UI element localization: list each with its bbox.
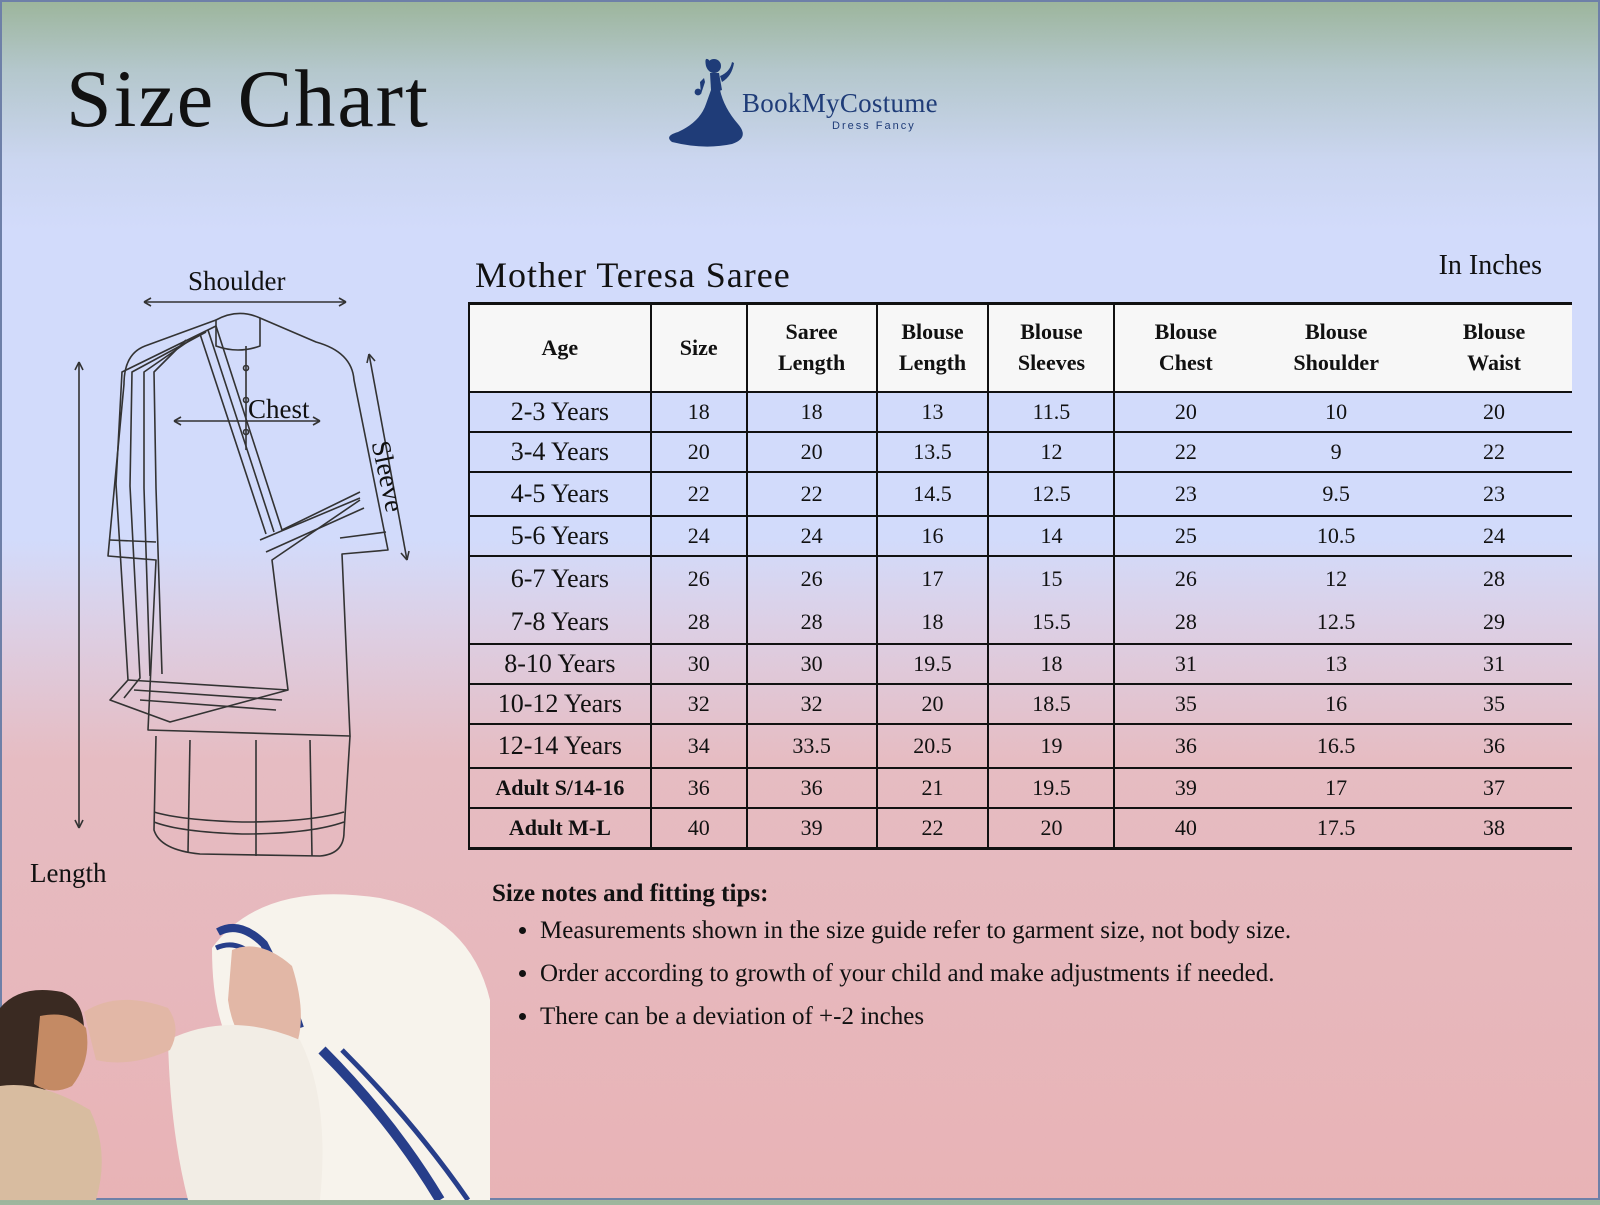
header-blouse-chest: Blouse Chest bbox=[1114, 304, 1256, 393]
cell-blouse-length: 20.5 bbox=[877, 724, 989, 768]
mother-teresa-illustration bbox=[0, 890, 500, 1200]
cell-saree-length: 22 bbox=[747, 472, 877, 516]
kurta-saree-outline-icon bbox=[20, 260, 440, 900]
brand-name: BookMyCostume bbox=[742, 88, 938, 118]
product-name: Mother Teresa Saree bbox=[475, 255, 791, 295]
header-blouse-waist: Blouse Waist bbox=[1416, 304, 1572, 393]
table-row bbox=[469, 644, 1572, 684]
cell-blouse-chest: 20 bbox=[1114, 392, 1256, 432]
table-row bbox=[469, 600, 1572, 644]
garment-diagram bbox=[20, 260, 440, 900]
header-blouse-sleeves: Blouse Sleeves bbox=[988, 304, 1114, 393]
cell-age: 5-6 Years bbox=[469, 516, 651, 556]
cell-blouse-shoulder: 16.5 bbox=[1256, 724, 1416, 768]
cell-blouse-waist: 22 bbox=[1416, 432, 1572, 472]
chest-label: Chest bbox=[248, 394, 310, 424]
cell-blouse-shoulder: 10 bbox=[1256, 392, 1416, 432]
cell-blouse-length: 19.5 bbox=[877, 644, 989, 684]
cell-age: Adult S/14-16 bbox=[469, 768, 651, 808]
cell-age: 12-14 Years bbox=[469, 724, 651, 768]
header-size: Size bbox=[651, 304, 747, 393]
cell-size: 34 bbox=[651, 724, 747, 768]
cell-size: 36 bbox=[651, 768, 747, 808]
cell-age: 6-7 Years bbox=[469, 556, 651, 600]
cell-blouse-waist: 20 bbox=[1416, 392, 1572, 432]
cell-blouse-sleeves: 12.5 bbox=[988, 472, 1114, 516]
cell-blouse-shoulder: 12.5 bbox=[1256, 600, 1416, 644]
cell-saree-length: 39 bbox=[747, 808, 877, 848]
cell-blouse-chest: 31 bbox=[1114, 644, 1256, 684]
cell-blouse-sleeves: 14 bbox=[988, 516, 1114, 556]
cell-saree-length: 28 bbox=[747, 600, 877, 644]
cell-blouse-chest: 39 bbox=[1114, 768, 1256, 808]
length-label: Length bbox=[30, 858, 107, 888]
size-table bbox=[468, 302, 1572, 850]
cell-size: 26 bbox=[651, 556, 747, 600]
cell-blouse-waist: 28 bbox=[1483, 565, 1506, 591]
cell-blouse-length: 17 bbox=[877, 556, 989, 600]
brand-tagline: Dress Fancy bbox=[832, 120, 916, 132]
cell-blouse-waist: 24 bbox=[1416, 516, 1572, 556]
cell-blouse-waist: 36 bbox=[1416, 724, 1572, 768]
cell-age: Adult M-L bbox=[469, 808, 651, 848]
cell-saree-length: 33.5 bbox=[747, 724, 877, 768]
table-row bbox=[469, 472, 1572, 516]
cell-blouse-length: 22 bbox=[877, 808, 989, 848]
page-title: Size Chart bbox=[66, 53, 430, 144]
notes-list bbox=[492, 916, 1492, 1032]
table-row bbox=[469, 808, 1572, 848]
cell-age: 2-3 Years bbox=[469, 392, 651, 432]
note-item: • Measurements shown in the size guide refer to garment size, not body size. bbox=[540, 916, 1492, 946]
cell-blouse-chest: 35 bbox=[1114, 684, 1256, 724]
cell-age: 3-4 Years bbox=[469, 432, 651, 472]
cell-saree-length: 18 bbox=[747, 392, 877, 432]
cell-size: 28 bbox=[651, 600, 747, 644]
cell-blouse-length: 13 bbox=[877, 392, 989, 432]
cell-blouse-waist: 35 bbox=[1416, 684, 1572, 724]
cell-blouse-length: 20 bbox=[877, 684, 989, 724]
cell-blouse-waist: 31 bbox=[1416, 644, 1572, 684]
header-saree-length: Saree Length bbox=[747, 304, 877, 393]
size-notes bbox=[492, 880, 1492, 1045]
cell-blouse-waist: 29 bbox=[1416, 600, 1572, 644]
note-item: • There can be a deviation of +-2 inches bbox=[540, 1002, 1492, 1032]
cell-blouse-waist: 23 bbox=[1416, 472, 1572, 516]
cell-blouse-shoulder: 17.5 bbox=[1256, 808, 1416, 848]
cell-blouse-sleeves: 11.5 bbox=[988, 392, 1114, 432]
cell-blouse-chest: 28 bbox=[1114, 600, 1256, 644]
cell-blouse-sleeves: 15 bbox=[988, 556, 1114, 600]
cell-size: 24 bbox=[651, 516, 747, 556]
cell-blouse-waist: 38 bbox=[1416, 808, 1572, 848]
cell-blouse-sleeves: 19 bbox=[988, 724, 1114, 768]
cell-blouse-shoulder: 10.5 bbox=[1256, 516, 1416, 556]
cell-blouse-sleeves: 19.5 bbox=[988, 768, 1114, 808]
nun-with-child-image bbox=[0, 890, 500, 1200]
cell-blouse-shoulder: 17 bbox=[1256, 768, 1416, 808]
cell-blouse-chest: 22 bbox=[1114, 432, 1256, 472]
cell-blouse-sleeves: 15.5 bbox=[988, 600, 1114, 644]
cell-blouse-chest: 36 bbox=[1114, 724, 1256, 768]
cell-size: 40 bbox=[651, 808, 747, 848]
cell-age: 10-12 Years bbox=[469, 684, 651, 724]
cell-blouse-sleeves: 18.5 bbox=[988, 684, 1114, 724]
header-blouse-shoulder: Blouse Shoulder bbox=[1256, 304, 1416, 393]
cell-blouse-chest: 40 bbox=[1114, 808, 1256, 848]
cell-blouse-shoulder: 16 bbox=[1256, 684, 1416, 724]
table-row bbox=[469, 432, 1572, 472]
cell-blouse-chest: 25 bbox=[1114, 516, 1256, 556]
cell-age: 8-10 Years bbox=[469, 644, 651, 684]
cell-size: 22 bbox=[651, 472, 747, 516]
cell-saree-length: 30 bbox=[747, 644, 877, 684]
table-row bbox=[469, 556, 1572, 600]
table-row bbox=[469, 392, 1572, 432]
cell-age: 7-8 Years bbox=[469, 600, 651, 644]
cell-blouse-length: 18 bbox=[877, 600, 989, 644]
table-header-row bbox=[469, 304, 1572, 393]
cell-size: 30 bbox=[651, 644, 747, 684]
cell-saree-length: 32 bbox=[747, 684, 877, 724]
cell-blouse-waist: 37 bbox=[1416, 768, 1572, 808]
cell-blouse-length: 13.5 bbox=[877, 432, 989, 472]
cell-blouse-sleeves: 20 bbox=[988, 808, 1114, 848]
cell-size: 20 bbox=[651, 432, 747, 472]
notes-title: Size notes and fitting tips: bbox=[492, 880, 769, 907]
cell-size: 32 bbox=[651, 684, 747, 724]
brand-logo bbox=[664, 52, 964, 152]
unit-label: In Inches bbox=[1438, 250, 1542, 281]
cell-blouse-length: 14.5 bbox=[877, 472, 989, 516]
cell-blouse-sleeves: 18 bbox=[988, 644, 1114, 684]
cell-blouse-shoulder: 12 bbox=[1325, 565, 1348, 591]
cell-blouse-chest: 23 bbox=[1114, 472, 1256, 516]
shoulder-label: Shoulder bbox=[188, 266, 286, 296]
cell-blouse-sleeves: 12 bbox=[988, 432, 1114, 472]
cell-blouse-shoulder: 9.5 bbox=[1256, 472, 1416, 516]
cell-blouse-shoulder: 9 bbox=[1256, 432, 1416, 472]
cell-size: 18 bbox=[651, 392, 747, 432]
cell-blouse-length: 21 bbox=[877, 768, 989, 808]
note-item: • Order according to growth of your child and make adjustments if needed. bbox=[540, 959, 1492, 989]
header-age: Age bbox=[469, 304, 651, 393]
cell-blouse-length: 16 bbox=[877, 516, 989, 556]
cell-saree-length: 26 bbox=[747, 556, 877, 600]
cell-blouse-shoulder: 13 bbox=[1256, 644, 1416, 684]
table-row bbox=[469, 768, 1572, 808]
cell-saree-length: 36 bbox=[747, 768, 877, 808]
cell-saree-length: 24 bbox=[747, 516, 877, 556]
cell-age: 4-5 Years bbox=[469, 472, 651, 516]
cell-blouse-chest: 26 bbox=[1114, 556, 1256, 600]
table-row bbox=[469, 724, 1572, 768]
sleeve-label: Sleeve bbox=[365, 438, 410, 515]
cell-saree-length: 20 bbox=[747, 432, 877, 472]
table-row bbox=[469, 684, 1572, 724]
table-row bbox=[469, 516, 1572, 556]
header-blouse-length: Blouse Length bbox=[877, 304, 989, 393]
